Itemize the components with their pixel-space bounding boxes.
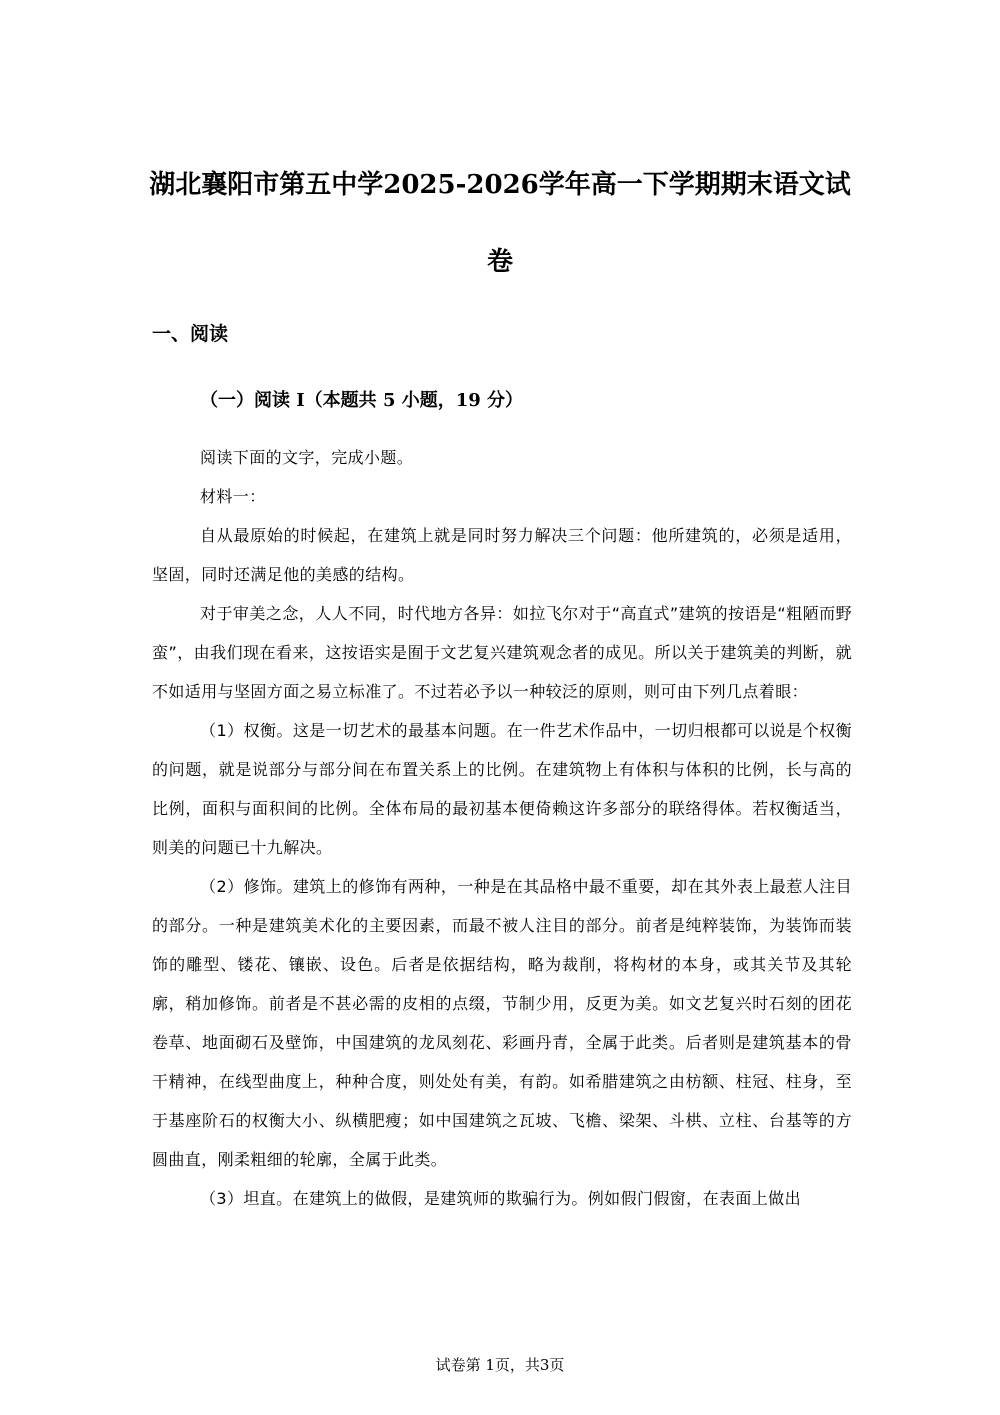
section-heading: 一、阅读 — [152, 323, 229, 345]
paragraph-material-label: 材料一： — [200, 487, 266, 506]
document-title-line-1: 湖北襄阳市第五中学2025-2026学年高一下学期期末语文试 — [149, 170, 851, 200]
paragraph-aesthetics: 对于审美之念，人人不同，时代地方各异：如拉飞尔对于“高直式”建筑的按语是“粗陋而野蛮”，由我们现在看来，这按语实是囿于文艺复兴建筑观念者的成见。所以关于建筑美的判断，就不如适用与坚固方面之易立标准了。不过若必予以一种较泛的原则，则可由下列几点着眼： — [152, 604, 852, 701]
subsection-heading: （一）阅读 I（本题共 5 小题，19 分） — [200, 390, 524, 411]
paragraph-three-problems: 自从最原始的时候起，在建筑上就是同时努力解决三个问题：他所建筑的，必须是适用，坚固，同时还满足他的美感的结构。 — [152, 526, 852, 584]
paragraph-proportion: （1）权衡。这是一切艺术的最基本问题。在一件艺术作品中，一切归根都可以说是个权衡的问题，就是说部分与部分间在布置关系上的比例。在建筑物上有体积与体积的比例，长与高的比例，面积与面积间的比例。全体布局的最初基本便倚赖这许多部分的联络得体。若权衡适当，则美的问题已十九解决。 — [152, 721, 852, 857]
reading-material — [152, 438, 852, 1218]
paragraph-honesty: （3）坦直。在建筑上的做假，是建筑师的欺骗行为。例如假门假窗，在表面上做出 — [200, 1189, 801, 1208]
paragraph-instruction: 阅读下面的文字，完成小题。 — [200, 448, 414, 467]
document-title-line-2: 卷 — [486, 247, 513, 277]
page-footer: 试卷第 1页，共3页 — [435, 1356, 565, 1374]
paragraph-ornament: （2）修饰。建筑上的修饰有两种，一种是在其品格中最不重要，却在其外表上最惹人注目的部分。一种是建筑美术化的主要因素，而最不被人注目的部分。前者是纯粹装饰，为装饰而装饰的雕型、镂花、镶嵌、设色。后者是依据结构，略为裁削，将构材的本身，或其关节及其轮廓，稍加修饰。前者是不甚必需的皮相的点缀，节制少用，反更为美。如文艺复兴时石刻的团花卷草、地面砌石及壁饰，中国建筑的龙凤刻花、彩画丹青，全属于此类。后者则是建筑基本的骨干精神，在线型曲度上，种种合度，则处处有美，有韵。如希腊建筑之由枋额、柱冠、柱身，至于基座阶石的权衡大小、纵横肥瘦；如中国建筑之瓦坡、飞檐、梁架、斗栱、立柱、台基等的方圆曲直，刚柔粗细的轮廓，全属于此类。 — [152, 877, 852, 1169]
